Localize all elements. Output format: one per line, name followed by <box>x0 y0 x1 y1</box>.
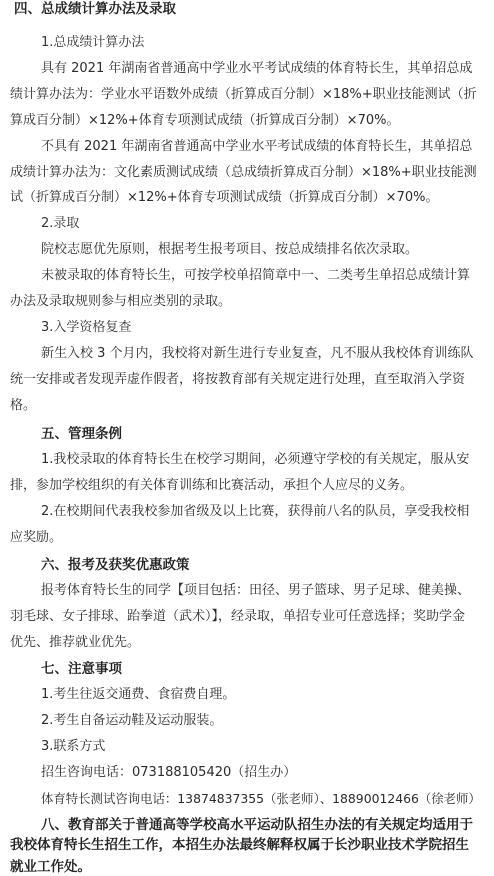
subheading-admission: 2.录取 <box>41 216 80 231</box>
paragraph-line: 算成百分制）×12%+体育专项测试成绩（折算成百分制）×70%。 <box>10 113 400 128</box>
paragraph-line: 2.在校期间代表我校参加省级及以上比赛，获得前八名的队员，享受我校相 <box>41 504 470 519</box>
paragraph-line: 办法及录取规则参与相应类别的录取。 <box>10 294 232 309</box>
section-6-heading: 六、报考及获奖优惠政策 <box>41 557 190 573</box>
paragraph-line: 排，参加学校组织的有关体育训练和比赛活动，承担个人应尽的义务。 <box>10 478 414 493</box>
section-4-heading: 四、总成绩计算办法及录取 <box>14 1 176 17</box>
paragraph-line: 未被录取的体育特长生，可按学校单招简章中一、二类考生单招总成绩计算 <box>41 268 471 283</box>
paragraph-line: 1.我校录取的体育特长生在校学习期间，必须遵守学校的有关规定，服从安 <box>41 452 470 467</box>
paragraph-line: 院校志愿优先原则，根据考生报考项目、按总成绩排名依次录取。 <box>41 242 419 257</box>
subheading-requalification: 3.入学资格复查 <box>41 320 132 335</box>
subheading-score-method: 1.总成绩计算办法 <box>41 35 145 50</box>
list-item: 1.考生往返交通费、食宿费自理。 <box>41 687 236 702</box>
paragraph-line: 不具有 2021 年湖南省普通高中学业水平考试成绩的体育特长生，其单招总 <box>41 139 473 154</box>
list-item: 2.考生自备运动鞋及运动服装。 <box>41 713 223 728</box>
contact-line: 体育特长测试咨询电话：13874837355（张老师）、18890012466（徐老师） <box>41 791 481 806</box>
paragraph-line: 羽毛球、女子排球、跆拳道（武术）】，经录取，单招专业可任意选择；奖助学金 <box>10 609 466 624</box>
paragraph-line: 试（折算成百分制）×12%+体育专项测试成绩（折算成百分制）×70%。 <box>10 190 439 205</box>
section-7-heading: 七、注意事项 <box>41 661 122 677</box>
paragraph-line: 统一安排或者发现弄虚作假者，将按教育部有关规定进行处理，直至取消入学资 <box>10 372 466 387</box>
section-5-heading: 五、管理条例 <box>41 426 122 442</box>
paragraph-line: 优先、推荐就业优先。 <box>10 635 141 650</box>
contact-line: 招生咨询电话：073188105420（招生办） <box>41 765 297 780</box>
paragraph-line: 格。 <box>10 398 37 413</box>
section-8-line: 就业工作处。 <box>10 859 91 875</box>
list-item: 3.联系方式 <box>41 739 106 754</box>
paragraph-line: 报考体育特长生的同学【项目包括：田径、男子篮球、男子足球、健美操、 <box>41 583 471 598</box>
paragraph-line: 新生入校 3 个月内，我校将对新生进行专业复查，凡不服从我校体育训练队 <box>41 346 474 361</box>
section-8-line: 八、教育部关于普通高等学校高水平运动队招生办法的有关规定均适用于 <box>41 817 473 833</box>
paragraph-line: 绩计算办法为：学业水平语数外成绩（折算成百分制）×18%+职业技能测试（折 <box>10 87 477 102</box>
paragraph-line: 成绩计算办法为：文化素质测试成绩（总成绩折算成百分制）×18%+职业技能测 <box>10 165 477 180</box>
paragraph-line: 应奖励。 <box>10 530 63 545</box>
section-8-line: 我校体育特长生招生工作，本招生办法最终解释权属于长沙职业技术学院招生 <box>10 837 469 853</box>
paragraph-line: 具有 2021 年湖南省普通高中学业水平考试成绩的体育特长生，其单招总成 <box>41 61 473 76</box>
